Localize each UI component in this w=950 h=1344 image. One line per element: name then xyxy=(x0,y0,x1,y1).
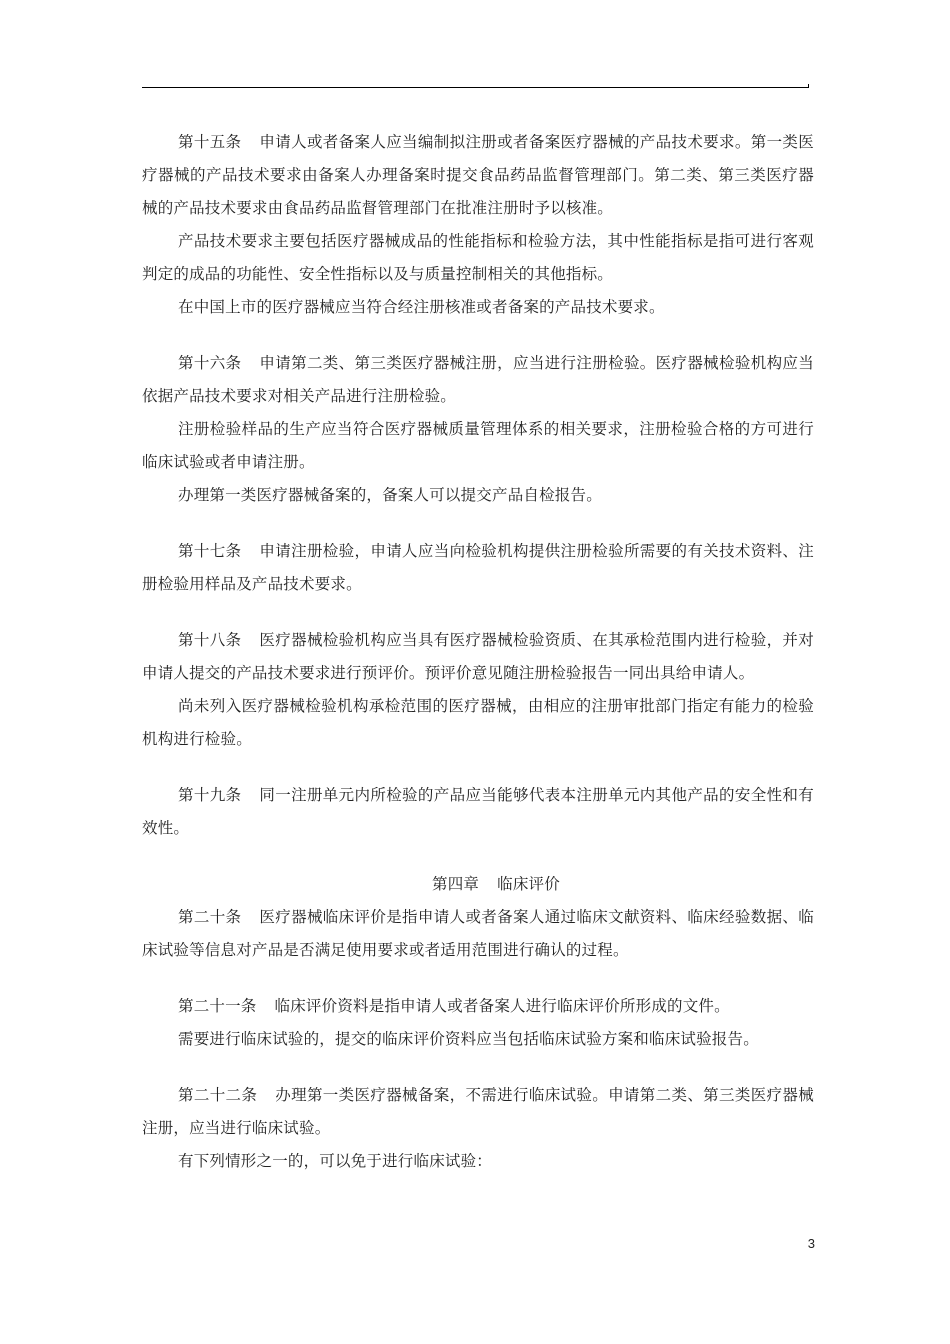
article-paragraph xyxy=(142,901,814,967)
paragraph-text: 医疗器械检验机构应当具有医疗器械检验资质、在其承检范围内进行检验，并对申请人提交的产品技术要求进行预评价。预评价意见随注册检验报告一同出具给申请人。 xyxy=(142,631,814,682)
paragraph-text: 医疗器械临床评价是指申请人或者备案人通过临床文献资料、临床经验数据、临床试验等信息对产品是否满足使用要求或者适用范围进行确认的过程。 xyxy=(142,908,814,959)
article-paragraph xyxy=(142,779,814,845)
article-number: 第十八条 xyxy=(178,631,242,649)
paragraph-text: 有下列情形之一的，可以免于进行临床试验： xyxy=(178,1152,493,1170)
article-paragraph xyxy=(142,1079,814,1145)
paragraph-text: 申请注册检验，申请人应当向检验机构提供注册检验所需要的有关技术资料、注册检验用样品及产品技术要求。 xyxy=(142,542,814,593)
article-paragraph xyxy=(142,535,814,601)
article-number: 第十九条 xyxy=(178,786,242,804)
articles-group-a xyxy=(142,126,814,845)
paragraph-text: 办理第一类医疗器械备案，不需进行临床试验。申请第二类、第三类医疗器械注册，应当进行临床试验。 xyxy=(142,1086,814,1137)
article-number: 第二十条 xyxy=(178,908,242,926)
chapter-title: 临床评价 xyxy=(497,875,560,893)
article xyxy=(142,779,814,845)
article-paragraph xyxy=(142,479,814,512)
article xyxy=(142,535,814,601)
paragraph-text: 产品技术要求主要包括医疗器械成品的性能指标和检验方法，其中性能指标是指可进行客观判定的成品的功能性、安全性指标以及与质量控制相关的其他指标。 xyxy=(142,232,814,283)
paragraph-text: 尚未列入医疗器械检验机构承检范围的医疗器械，由相应的注册审批部门指定有能力的检验机构进行检验。 xyxy=(142,697,814,748)
header-rule xyxy=(142,87,809,88)
paragraph-text: 办理第一类医疗器械备案的，备案人可以提交产品自检报告。 xyxy=(178,486,602,504)
paragraph-text: 需要进行临床试验的，提交的临床评价资料应当包括临床试验方案和临床试验报告。 xyxy=(178,1030,759,1048)
article-paragraph xyxy=(142,690,814,756)
article xyxy=(142,901,814,967)
article-paragraph xyxy=(142,1145,814,1178)
article xyxy=(142,1079,814,1178)
chapter-heading xyxy=(142,868,814,901)
article-number: 第十七条 xyxy=(178,542,242,560)
article-number: 第二十二条 xyxy=(178,1086,258,1104)
chapter-number: 第四章 xyxy=(432,875,480,893)
page-number: 3 xyxy=(807,1236,815,1251)
article-number: 第十六条 xyxy=(178,354,242,372)
paragraph-text: 临床评价资料是指申请人或者备案人进行临床评价所形成的文件。 xyxy=(274,997,730,1015)
articles-group-b xyxy=(142,901,814,1178)
paragraph-text: 申请第二类、第三类医疗器械注册，应当进行注册检验。医疗器械检验机构应当依据产品技术要求对相关产品进行注册检验。 xyxy=(142,354,814,405)
header-rule-tick xyxy=(808,84,809,88)
article-paragraph xyxy=(142,624,814,690)
document-body xyxy=(142,126,814,1178)
article-paragraph xyxy=(142,347,814,413)
article xyxy=(142,624,814,756)
article-paragraph xyxy=(142,225,814,291)
paragraph-text: 申请人或者备案人应当编制拟注册或者备案医疗器械的产品技术要求。第一类医疗器械的产品技术要求由备案人办理备案时提交食品药品监督管理部门。第二类、第三类医疗器械的产品技术要求由食品药品监督管理部门在批准注册时予以核准。 xyxy=(142,133,814,217)
article xyxy=(142,126,814,324)
article-paragraph xyxy=(142,1023,814,1056)
article xyxy=(142,347,814,512)
article-number: 第二十一条 xyxy=(178,997,257,1015)
article-paragraph xyxy=(142,126,814,225)
paragraph-text: 注册检验样品的生产应当符合医疗器械质量管理体系的相关要求，注册检验合格的方可进行临床试验或者申请注册。 xyxy=(142,420,814,471)
paragraph-text: 同一注册单元内所检验的产品应当能够代表本注册单元内其他产品的安全性和有效性。 xyxy=(142,786,814,837)
article-paragraph xyxy=(142,413,814,479)
paragraph-text: 在中国上市的医疗器械应当符合经注册核准或者备案的产品技术要求。 xyxy=(178,298,665,316)
article xyxy=(142,990,814,1056)
article-paragraph xyxy=(142,291,814,324)
article-number: 第十五条 xyxy=(178,133,242,151)
article-paragraph xyxy=(142,990,814,1023)
